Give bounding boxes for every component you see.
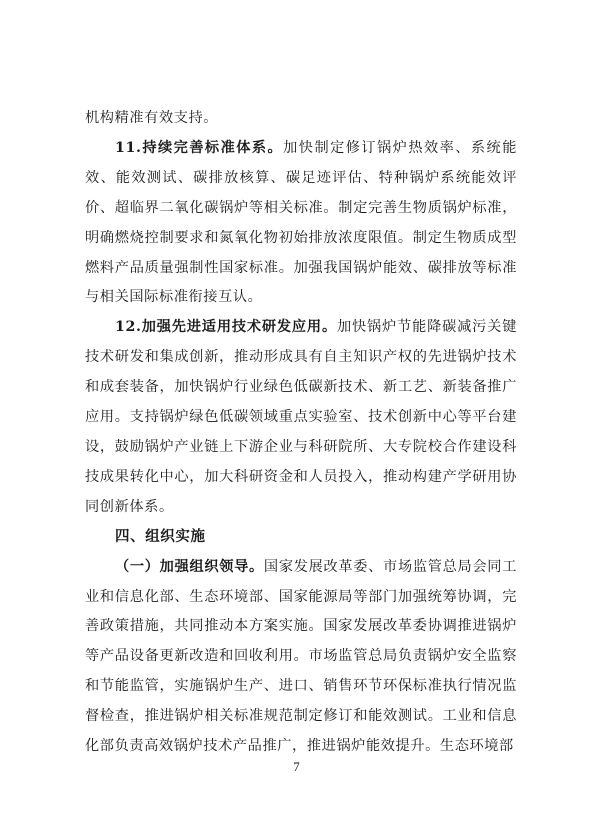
paragraph-lead-heading: （一）加强组织领导。 (115, 558, 264, 575)
page-number: 7 (293, 759, 300, 774)
paragraph-text: 国家发展改革委、市场监管总局会同工业和信息化部、生态环境部、国家能源局等部门加强统筹协调，完善政策措施，共同推动本方案实施。国家发展改革委协调推进锅炉等产品设备更新改造和回收利用。市场监管总局负责锅炉安全监察和节能监管，实施锅炉生产、进口、销售环节环保标准执行情况监督检查，推进锅炉相关标准规范制定修订和能效测试。工业和信息化部负责高效锅炉技术产品推广，推进锅炉能效提升。生态环境部 (85, 558, 517, 755)
paragraph-text: 加快锅炉节能降碳减污关键技术研发和集成创新，推动形成具有自主知识产权的先进锅炉技术和成套装备，加快锅炉行业绿色低碳新技术、新工艺、新装备推广应用。支持锅炉绿色低碳领域重点实验室、技术创新中心等平台建设，鼓励锅炉产业链上下游企业与科研院所、大专院校合作建设科技成果转化中心，加大科研资金和人员投入，推动构建产学研用协同创新体系。 (85, 319, 517, 515)
document-body (85, 104, 517, 762)
paragraph-standards-system (85, 134, 517, 313)
paragraph-text: 加快制定修订锅炉热效率、系统能效、能效测试、碳排放核算、碳足迹评估、特种锅炉系统能效评价、超临界二氧化碳锅炉等相关标准。制定完善生物质锅炉标准，明确燃烧控制要求和氮氧化物初始排放浓度限值。制定生物质成型燃料产品质量强制性国家标准。加强我国锅炉能效、碳排放等标准与相关国际标准衔接互认。 (85, 139, 517, 306)
paragraph-lead-heading: 11.持续完善标准体系。 (115, 139, 284, 156)
paragraph-lead-heading: 12.加强先进适用技术研发应用。 (115, 319, 337, 336)
paragraph-tech-rnd (85, 313, 517, 522)
section-heading: 四、组织实施 (115, 528, 206, 545)
paragraph-continuation (85, 104, 517, 134)
paragraph-organization-leadership (85, 553, 517, 762)
paragraph-text: 机构精准有效支持。 (85, 110, 219, 126)
